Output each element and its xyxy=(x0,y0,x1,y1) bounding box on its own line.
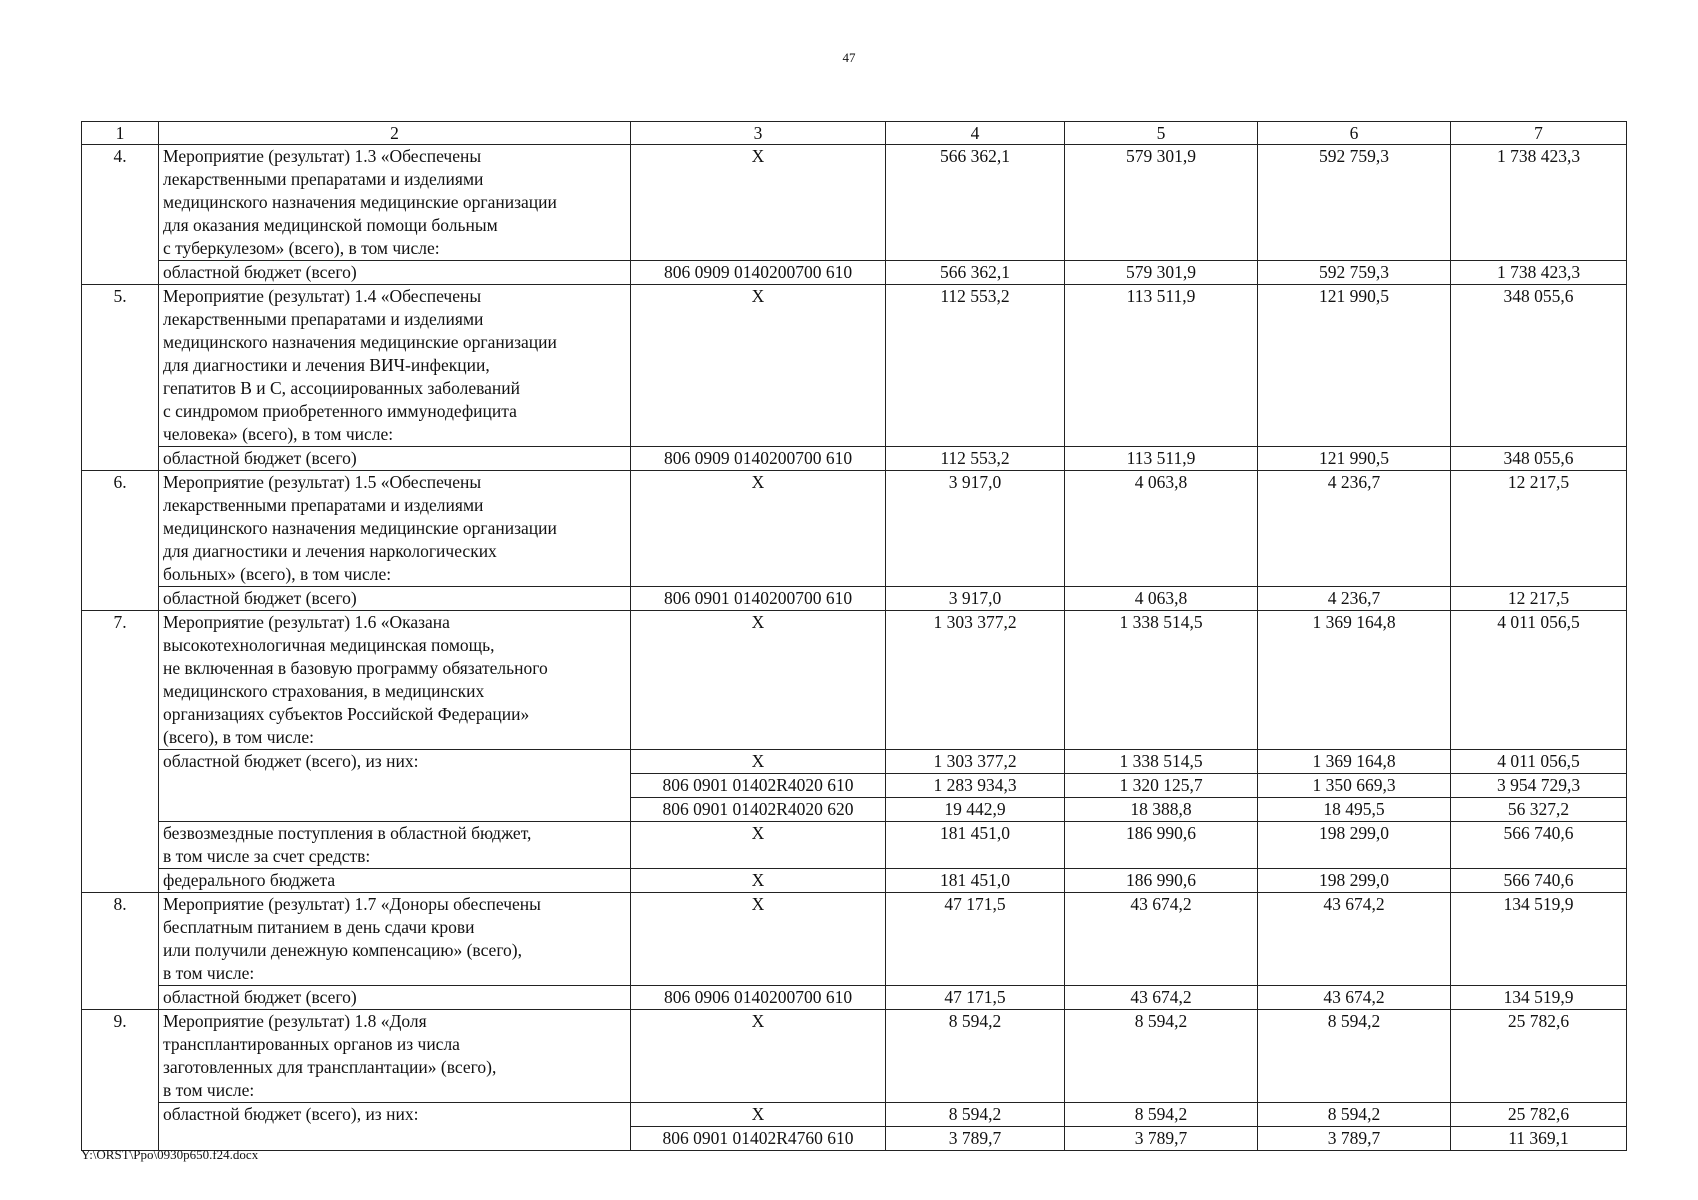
budget-code: X xyxy=(631,1103,886,1127)
value-col-6: 1 369 164,8 xyxy=(1258,750,1451,774)
table-body xyxy=(82,122,1627,1151)
value-col-7: 25 782,6 xyxy=(1451,1103,1627,1127)
row-name: Мероприятие (результат) 1.7 «Доноры обеспечены бесплатным питанием в день сдачи крови или получили денежную компенсацию» (всего), в том числе: xyxy=(159,893,631,986)
table-row xyxy=(82,447,1627,471)
row-name: областной бюджет (всего), из них: xyxy=(159,1103,631,1151)
column-header-5: 5 xyxy=(1065,122,1258,145)
table-row xyxy=(82,750,1627,774)
column-header-1: 1 xyxy=(82,122,159,145)
row-name: Мероприятие (результат) 1.8 «Доля трансплантированных органов из числа заготовленных для трансплантации» (всего), в том числе: xyxy=(159,1010,631,1103)
value-col-7: 134 519,9 xyxy=(1451,893,1627,986)
column-header-6: 6 xyxy=(1258,122,1451,145)
row-name: областной бюджет (всего) xyxy=(159,986,631,1010)
row-number: 9. xyxy=(82,1010,159,1151)
table-row xyxy=(82,261,1627,285)
value-col-4: 566 362,1 xyxy=(886,261,1065,285)
budget-code: X xyxy=(631,750,886,774)
row-name: федерального бюджета xyxy=(159,869,631,893)
value-col-5: 43 674,2 xyxy=(1065,893,1258,986)
value-col-5: 8 594,2 xyxy=(1065,1103,1258,1127)
row-number: 8. xyxy=(82,893,159,1010)
budget-code: 806 0901 0140200700 610 xyxy=(631,587,886,611)
value-col-4: 112 553,2 xyxy=(886,447,1065,471)
row-name: областной бюджет (всего) xyxy=(159,261,631,285)
value-col-6: 198 299,0 xyxy=(1258,822,1451,869)
value-col-6: 43 674,2 xyxy=(1258,893,1451,986)
table-row xyxy=(82,145,1627,261)
table-row xyxy=(82,1010,1627,1103)
footer-file-path: Y:\ORST\Ppo\0930p650.f24.docx xyxy=(81,1147,259,1162)
value-col-7: 4 011 056,5 xyxy=(1451,750,1627,774)
value-col-4: 8 594,2 xyxy=(886,1010,1065,1103)
row-number: 7. xyxy=(82,611,159,893)
value-col-7: 348 055,6 xyxy=(1451,447,1627,471)
value-col-5: 18 388,8 xyxy=(1065,798,1258,822)
value-col-4: 566 362,1 xyxy=(886,145,1065,261)
table-row xyxy=(82,1103,1627,1127)
row-name: Мероприятие (результат) 1.3 «Обеспечены лекарственными препаратами и изделиями медицинского назначения медицинские организации для оказания медицинской помощи больным с туберкулезом» (всего), в том числе: xyxy=(159,145,631,261)
value-col-6: 8 594,2 xyxy=(1258,1103,1451,1127)
value-col-5: 1 338 514,5 xyxy=(1065,750,1258,774)
value-col-7: 566 740,6 xyxy=(1451,869,1627,893)
table-row xyxy=(82,822,1627,869)
value-col-6: 1 369 164,8 xyxy=(1258,611,1451,750)
value-col-6: 18 495,5 xyxy=(1258,798,1451,822)
column-header-7: 7 xyxy=(1451,122,1627,145)
value-col-7: 11 369,1 xyxy=(1451,1127,1627,1151)
value-col-4: 3 917,0 xyxy=(886,587,1065,611)
value-col-5: 579 301,9 xyxy=(1065,261,1258,285)
value-col-7: 4 011 056,5 xyxy=(1451,611,1627,750)
value-col-5: 8 594,2 xyxy=(1065,1010,1258,1103)
value-col-5: 43 674,2 xyxy=(1065,986,1258,1010)
budget-code: 806 0909 0140200700 610 xyxy=(631,261,886,285)
value-col-6: 4 236,7 xyxy=(1258,587,1451,611)
value-col-7: 1 738 423,3 xyxy=(1451,261,1627,285)
value-col-5: 186 990,6 xyxy=(1065,822,1258,869)
column-number-row xyxy=(82,122,1627,145)
table-row xyxy=(82,893,1627,986)
value-col-6: 198 299,0 xyxy=(1258,869,1451,893)
value-col-6: 592 759,3 xyxy=(1258,261,1451,285)
value-col-4: 3 917,0 xyxy=(886,471,1065,587)
value-col-4: 3 789,7 xyxy=(886,1127,1065,1151)
budget-code: X xyxy=(631,285,886,447)
budget-code: 806 0901 01402R4020 620 xyxy=(631,798,886,822)
value-col-4: 19 442,9 xyxy=(886,798,1065,822)
budget-code: X xyxy=(631,822,886,869)
value-col-6: 121 990,5 xyxy=(1258,285,1451,447)
budget-code: 806 0906 0140200700 610 xyxy=(631,986,886,1010)
row-number: 4. xyxy=(82,145,159,285)
value-col-4: 181 451,0 xyxy=(886,869,1065,893)
column-header-2: 2 xyxy=(159,122,631,145)
row-name: Мероприятие (результат) 1.6 «Оказана высокотехнологичная медицинская помощь, не включенная в базовую программу обязательного медицинского страхования, в медицинских организациях субъектов Российской Федерации» (всего), в том числе: xyxy=(159,611,631,750)
budget-code: X xyxy=(631,145,886,261)
row-name: областной бюджет (всего) xyxy=(159,447,631,471)
value-col-7: 566 740,6 xyxy=(1451,822,1627,869)
row-name: Мероприятие (результат) 1.5 «Обеспечены лекарственными препаратами и изделиями медицинского назначения медицинские организации для диагностики и лечения наркологических больных» (всего), в том числе: xyxy=(159,471,631,587)
value-col-4: 112 553,2 xyxy=(886,285,1065,447)
budget-code: X xyxy=(631,471,886,587)
budget-code: X xyxy=(631,1010,886,1103)
budget-code: X xyxy=(631,611,886,750)
budget-code: 806 0901 01402R4020 610 xyxy=(631,774,886,798)
value-col-4: 1 303 377,2 xyxy=(886,611,1065,750)
value-col-7: 12 217,5 xyxy=(1451,471,1627,587)
row-name: областной бюджет (всего), из них: xyxy=(159,750,631,822)
value-col-7: 134 519,9 xyxy=(1451,986,1627,1010)
value-col-6: 4 236,7 xyxy=(1258,471,1451,587)
value-col-4: 1 303 377,2 xyxy=(886,750,1065,774)
budget-code: X xyxy=(631,893,886,986)
row-name: безвозмездные поступления в областной бюджет, в том числе за счет средств: xyxy=(159,822,631,869)
value-col-5: 1 320 125,7 xyxy=(1065,774,1258,798)
value-col-7: 12 217,5 xyxy=(1451,587,1627,611)
row-name: областной бюджет (всего) xyxy=(159,587,631,611)
table-row xyxy=(82,587,1627,611)
value-col-6: 43 674,2 xyxy=(1258,986,1451,1010)
value-col-4: 181 451,0 xyxy=(886,822,1065,869)
value-col-6: 1 350 669,3 xyxy=(1258,774,1451,798)
page-number: 47 xyxy=(842,50,856,65)
value-col-7: 1 738 423,3 xyxy=(1451,145,1627,261)
table-row xyxy=(82,869,1627,893)
value-col-6: 8 594,2 xyxy=(1258,1010,1451,1103)
row-name: Мероприятие (результат) 1.4 «Обеспечены лекарственными препаратами и изделиями медицинского назначения медицинские организации для диагностики и лечения ВИЧ-инфекции, гепатитов В и С, ассоциированных заболеваний с синдромом приобретенного иммунодефицита человека» (всего), в том числе: xyxy=(159,285,631,447)
value-col-4: 47 171,5 xyxy=(886,893,1065,986)
value-col-5: 186 990,6 xyxy=(1065,869,1258,893)
value-col-6: 3 789,7 xyxy=(1258,1127,1451,1151)
column-header-4: 4 xyxy=(886,122,1065,145)
value-col-5: 4 063,8 xyxy=(1065,471,1258,587)
table-row xyxy=(82,285,1627,447)
value-col-6: 121 990,5 xyxy=(1258,447,1451,471)
value-col-5: 3 789,7 xyxy=(1065,1127,1258,1151)
row-number: 6. xyxy=(82,471,159,611)
value-col-5: 1 338 514,5 xyxy=(1065,611,1258,750)
value-col-5: 579 301,9 xyxy=(1065,145,1258,261)
value-col-4: 47 171,5 xyxy=(886,986,1065,1010)
table-row xyxy=(82,611,1627,750)
value-col-5: 4 063,8 xyxy=(1065,587,1258,611)
table-row xyxy=(82,471,1627,587)
value-col-7: 348 055,6 xyxy=(1451,285,1627,447)
budget-code: 806 0909 0140200700 610 xyxy=(631,447,886,471)
row-number: 5. xyxy=(82,285,159,471)
value-col-5: 113 511,9 xyxy=(1065,285,1258,447)
budget-code: X xyxy=(631,869,886,893)
table-row xyxy=(82,986,1627,1010)
column-header-3: 3 xyxy=(631,122,886,145)
value-col-5: 113 511,9 xyxy=(1065,447,1258,471)
value-col-6: 592 759,3 xyxy=(1258,145,1451,261)
value-col-7: 3 954 729,3 xyxy=(1451,774,1627,798)
value-col-7: 56 327,2 xyxy=(1451,798,1627,822)
value-col-4: 1 283 934,3 xyxy=(886,774,1065,798)
value-col-7: 25 782,6 xyxy=(1451,1010,1627,1103)
budget-code: 806 0901 01402R4760 610 xyxy=(631,1127,886,1151)
financing-table xyxy=(81,121,1627,1151)
value-col-4: 8 594,2 xyxy=(886,1103,1065,1127)
